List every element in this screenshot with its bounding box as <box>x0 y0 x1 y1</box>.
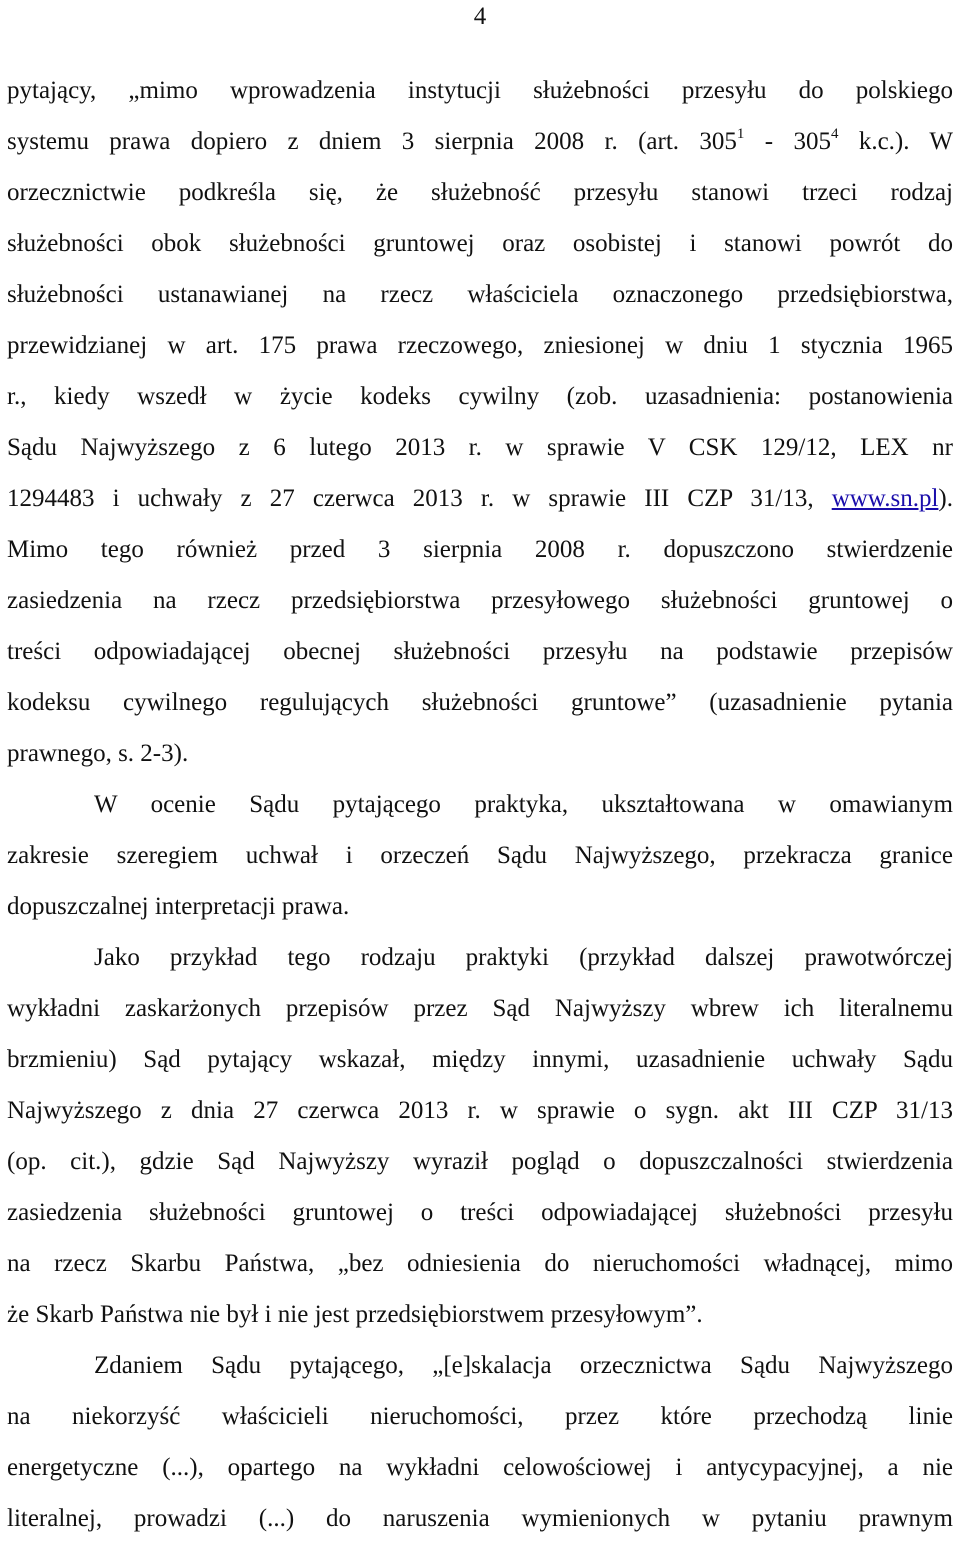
text-line: Najwyższego z dnia 27 czerwca 2013 r. w sprawie o sygn. akt III CZP 31/13 <box>7 1097 953 1124</box>
text-line: na niekorzyść właścicieli nieruchomości, przez które przechodzą linie <box>7 1403 953 1430</box>
text-line <box>7 473 953 524</box>
text-line: treści odpowiadającej obecnej służebności przesyłu na podstawie przepisów <box>7 638 953 665</box>
text-line: kodeksu cywilnego regulujących służebności gruntowe” (uzasadnienie pytania <box>7 689 953 716</box>
text-segment: - 305 <box>744 128 831 155</box>
text-line: zasiedzenia na rzecz przedsiębiorstwa przesyłowego służebności gruntowej o <box>7 587 953 614</box>
text-segment: systemu prawa dopiero z dniem 3 sierpnia 2008 r. (art. 305 <box>7 128 737 155</box>
text-line: przewidzianej w art. 175 prawa rzeczowego, zniesionej w dniu 1 stycznia 1965 <box>7 332 953 359</box>
text-line: służebności obok służebności gruntowej oraz osobistej i stanowi powrót do <box>7 230 953 257</box>
text-line: r., kiedy wszedł w życie kodeks cywilny (zob. uzasadnienia: postanowienia <box>7 383 953 410</box>
document-body <box>7 65 953 1544</box>
text-line: orzecznictwie podkreśla się, że służebność przesyłu stanowi trzeci rodzaj <box>7 179 953 206</box>
text-line: dopuszczalnej interpretacji prawa. <box>7 893 350 920</box>
text-segment: 1294483 i uchwały z 27 czerwca 2013 r. w sprawie III CZP 31/13, <box>7 485 832 512</box>
text-line: że Skarb Państwa nie był i nie jest przedsiębiorstwem przesyłowym”. <box>7 1301 703 1328</box>
text-line: literalnej, prowadzi (...) do naruszenia wymienionych w pytaniu prawnym <box>7 1505 953 1532</box>
sn-website-link[interactable]: www.sn.pl <box>831 485 939 512</box>
text-line: zasiedzenia służebności gruntowej o treści odpowiadającej służebności przesyłu <box>7 1199 953 1226</box>
text-line: zakresie szeregiem uchwał i orzeczeń Sądu Najwyższego, przekracza granice <box>7 842 953 869</box>
text-line: energetyczne (...), opartego na wykładni celowościowej i antycypacyjnej, a nie <box>7 1454 953 1481</box>
text-line: Zdaniem Sądu pytającego, „[e]skalacja orzecznictwa Sądu Najwyższego <box>94 1352 953 1379</box>
text-line: Mimo tego również przed 3 sierpnia 2008 r. dopuszczono stwierdzenie <box>7 536 953 563</box>
page-number: 4 <box>473 3 487 30</box>
text-line: brzmieniu) Sąd pytający wskazał, między innymi, uzasadnienie uchwały Sądu <box>7 1046 953 1073</box>
text-line: na rzecz Skarbu Państwa, „bez odniesienia do nieruchomości władnącej, mimo <box>7 1250 953 1277</box>
text-segment: k.c.). W <box>838 128 953 155</box>
text-segment: ). <box>938 485 953 512</box>
text-line: (op. cit.), gdzie Sąd Najwyższy wyraził pogląd o dopuszczalności stwierdzenia <box>7 1148 953 1175</box>
text-line: W ocenie Sądu pytającego praktyka, ukształtowana w omawianym <box>94 791 953 818</box>
text-line: prawnego, s. 2-3). <box>7 740 189 767</box>
text-line: Sądu Najwyższego z 6 lutego 2013 r. w sprawie V CSK 129/12, LEX nr <box>7 434 953 461</box>
superscript: 4 <box>830 126 839 142</box>
superscript: 1 <box>736 126 745 142</box>
text-line: pytający, „mimo wprowadzenia instytucji służebności przesyłu do polskiego <box>7 77 953 104</box>
text-line: Jako przykład tego rodzaju praktyki (przykład dalszej prawotwórczej <box>94 944 953 971</box>
text-line <box>7 116 953 167</box>
text-line: wykładni zaskarżonych przepisów przez Sąd Najwyższy wbrew ich literalnemu <box>7 995 953 1022</box>
text-line: służebności ustanawianej na rzecz właściciela oznaczonego przedsiębiorstwa, <box>7 281 953 308</box>
